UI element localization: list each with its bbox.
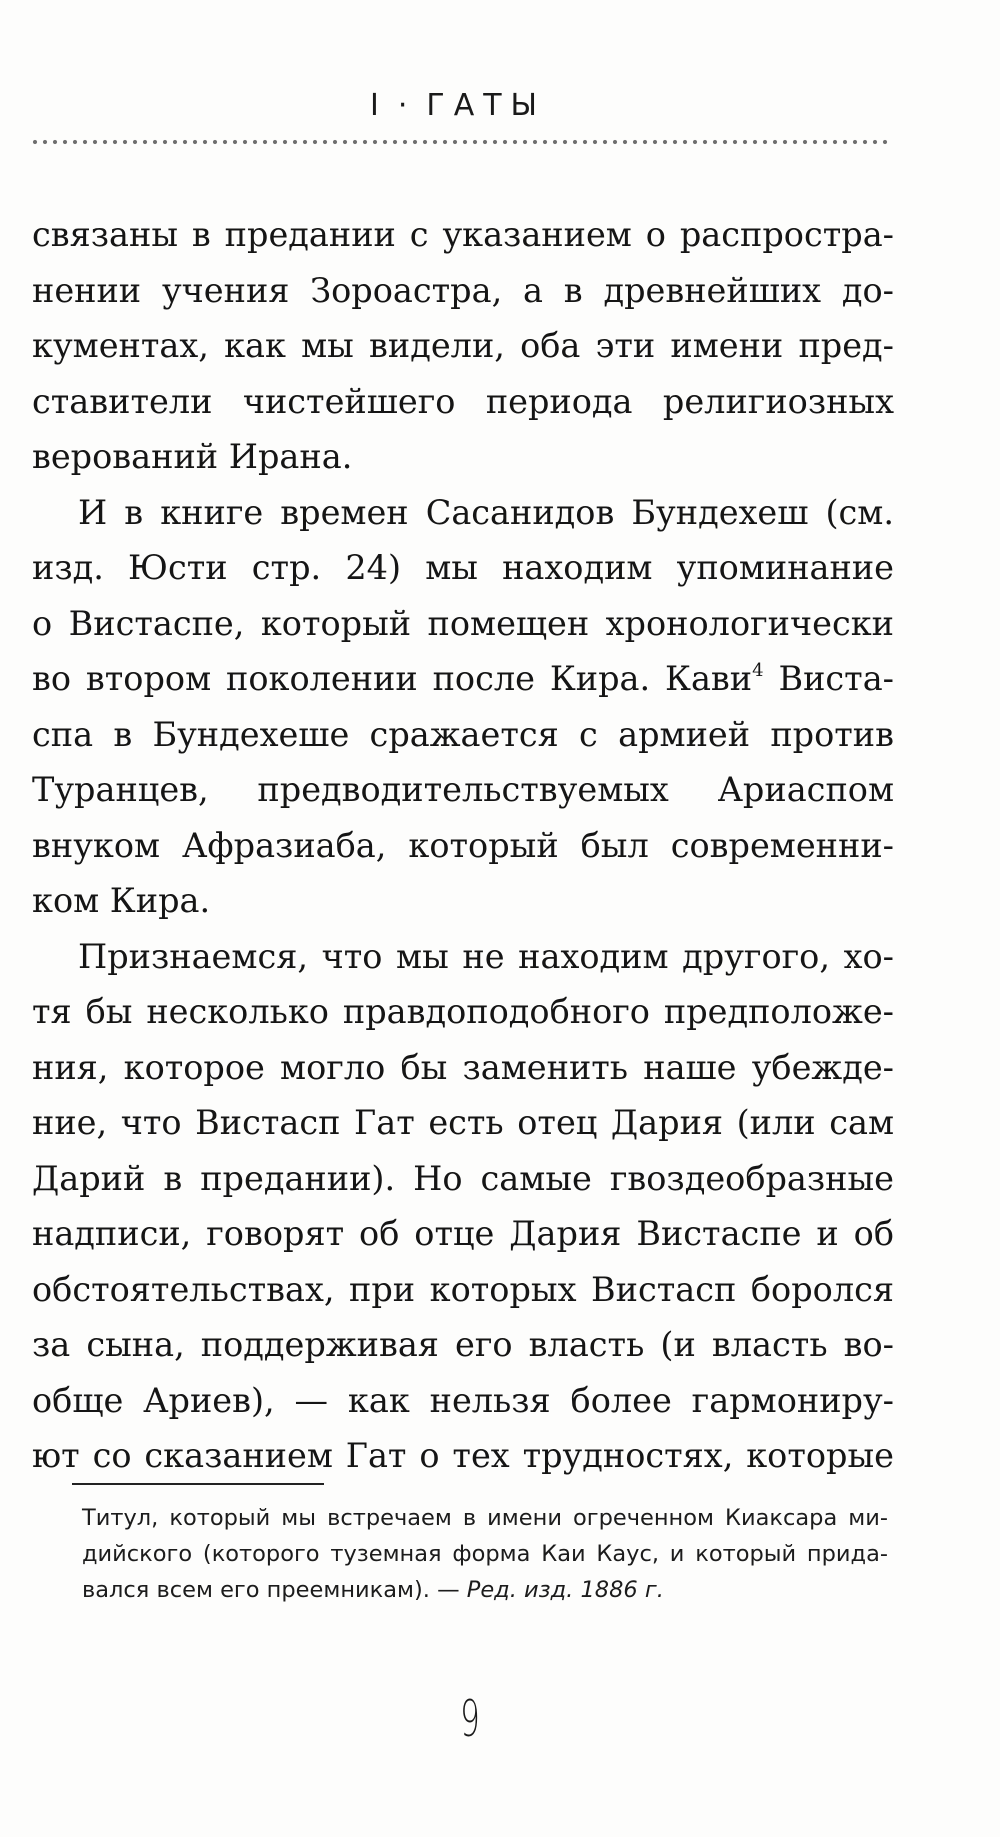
footnote-marker: 4 xyxy=(752,660,764,681)
page-number: 9 xyxy=(460,1690,480,1748)
text-line: ют со сказанием Гат о тех трудностях, которые xyxy=(32,1436,894,1475)
text-line: во втором поколении после Кира. Кави$^4$ Виста- xyxy=(32,659,894,698)
text-line: обстоятельствах, при которых Вистасп боролся xyxy=(32,1269,894,1309)
running-head-part: I xyxy=(370,88,388,123)
dotted-divider xyxy=(30,138,890,146)
running-head-title: ГАТЫ xyxy=(426,88,547,123)
footnote xyxy=(82,1500,888,1608)
footnote-line: Титул, который мы встречаем в имени огреченном Киаксара ми- xyxy=(82,1505,888,1531)
text-line: Признаемся, что мы не находим другого, хо- xyxy=(78,936,894,976)
text-line: за сына, поддерживая его власть (и власть во- xyxy=(32,1325,894,1364)
text-line: нении учения Зороастра, а в древнейших до- xyxy=(32,270,894,310)
text-line: спа в Бундехеше сражается с армией против xyxy=(32,714,894,754)
text-line: надписи, говорят об отце Дария Вистаспе и об xyxy=(32,1214,894,1253)
text-line: верований Ирана. xyxy=(32,437,353,476)
text-line: связаны в предании с указанием о распростра- xyxy=(32,215,894,254)
footnote-line: дийского (которого туземная форма Каи Каус, и который прида- xyxy=(82,1541,888,1567)
text-line: внуком Афразиаба, который был современни- xyxy=(32,825,894,865)
text-line: тя бы несколько правдоподобного предположе- xyxy=(32,992,894,1031)
running-head-separator: · xyxy=(397,88,417,123)
running-head xyxy=(370,88,630,123)
text-line: ние, что Вистасп Гат есть отец Дария (или сам xyxy=(32,1103,894,1142)
footnote-source: Ред. изд. 1886 г. xyxy=(466,1577,664,1603)
main-text xyxy=(32,207,894,1484)
footnote-rule xyxy=(72,1483,324,1485)
text-line: о Вистаспе, который помещен хронологически xyxy=(32,603,894,643)
text-line: Туранцев, предводительствуемых Ариаспом xyxy=(32,770,894,809)
footnote-line: вался всем его преемникам). — xyxy=(82,1577,460,1603)
text-line: ставители чистейшего периода религиозных xyxy=(32,381,894,421)
text-line: Дарий в предании). Но самые гвоздеобразные xyxy=(32,1158,894,1198)
text-line: И в книге времен Сасанидов Бундехеш (см. xyxy=(78,492,894,532)
text-line: ком Кира. xyxy=(32,881,211,920)
text-line: ния, которое могло бы заменить наше убежде- xyxy=(32,1047,894,1087)
footnote-last-line xyxy=(82,1572,888,1608)
text-line: изд. Юсти стр. 24) мы находим упоминание xyxy=(32,548,894,587)
text-line: кументах, как мы видели, оба эти имени пред- xyxy=(32,326,894,365)
text-line: обще Ариев), — как нельзя более гармониру- xyxy=(32,1380,894,1420)
